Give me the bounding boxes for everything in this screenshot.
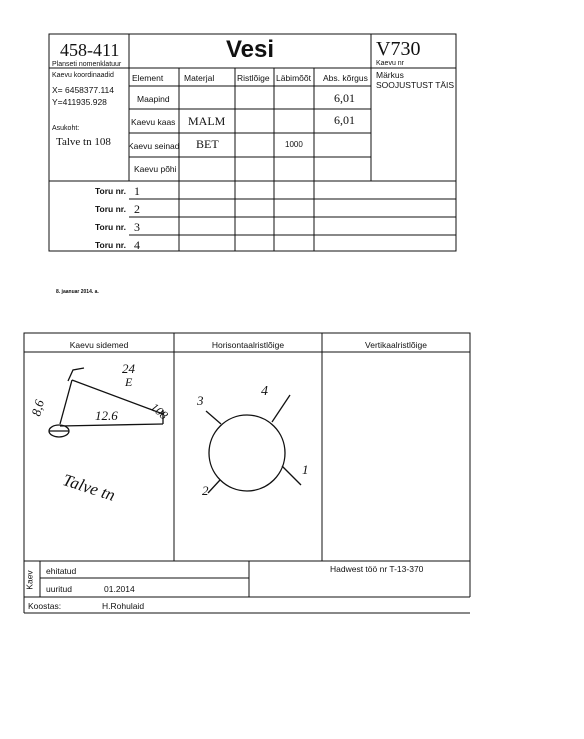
x-coordinate: X= 6458377.114: [52, 85, 114, 95]
pipe-sketch-label: 1: [302, 462, 309, 477]
row-element: Kaevu seinad: [128, 141, 180, 151]
pipe-sketch-label: 4: [261, 384, 268, 399]
vertical-section-header: Vertikaalristlõige: [365, 340, 427, 350]
pipe-label: Toru nr.: [94, 204, 126, 214]
author-label: Koostas:: [28, 601, 62, 611]
pipe-label: Toru nr.: [94, 222, 126, 232]
col-element: Element: [132, 73, 164, 83]
coords-label: Kaevu koordinaadid: [52, 72, 114, 79]
work-note: Hadwest töö nr T-13-370: [330, 564, 424, 574]
remark-value: SOOJUSTUST TÄIS: [376, 80, 455, 90]
author-name: H.Rohulaid: [102, 601, 145, 611]
row-material: BET: [196, 137, 219, 151]
row-abs-height: 6,01: [334, 91, 355, 105]
col-remark: Märkus: [376, 70, 404, 80]
y-coordinate: Y=411935.928: [52, 97, 107, 107]
tie-label: 24: [122, 361, 135, 376]
col-material: Materjal: [184, 73, 215, 83]
surveyed-label: uuritud: [46, 584, 72, 594]
row-element: Kaevu kaas: [131, 117, 176, 127]
well-number: V730: [376, 38, 421, 60]
col-diameter: Läbimõõt: [276, 73, 311, 83]
built-label: ehitatud: [46, 566, 77, 576]
map-sheet-number: 458-411: [60, 40, 120, 60]
well-circle: [209, 415, 285, 491]
tie-label: E: [125, 375, 133, 389]
page-title: Vesi: [225, 36, 275, 63]
row-element: Kaevu põhi: [134, 164, 177, 174]
col-abs-height: Abs. kõrgus: [323, 73, 368, 83]
date-note: 8. jaanuar 2014. a.: [56, 289, 99, 295]
location-value: Talve tn 108: [56, 136, 111, 148]
pipe-sketch-label: 3: [197, 393, 204, 408]
location-label: Asukoht:: [52, 125, 80, 132]
row-abs-height: 6,01: [334, 113, 355, 127]
col-section: Ristlõige: [237, 73, 270, 83]
horizontal-section-sketch: [206, 395, 301, 493]
row-element: Maapind: [137, 94, 170, 104]
street-note: Talve tn: [60, 470, 118, 505]
map-sheet-label: Planseti nomenklatuur: [52, 61, 122, 68]
ties-sketch: [49, 368, 163, 437]
tie-label: 8,6: [28, 398, 47, 418]
pipe-number: 1: [134, 184, 140, 198]
horizontal-section-header: Horisontaalristlõige: [211, 340, 285, 350]
tie-label: 12.6: [95, 408, 118, 423]
side-label: Kaev: [24, 570, 35, 590]
surveyed-date: 01.2014: [104, 584, 135, 594]
row-material: MALM: [188, 114, 226, 128]
pipe-number: 4: [134, 238, 140, 252]
pipe-sketch-label: 2: [202, 483, 209, 498]
ties-header: Kaevu sidemed: [69, 340, 129, 350]
pipe-number: 2: [134, 202, 140, 216]
well-number-label: Kaevu nr: [376, 60, 405, 67]
tie-label: 108: [147, 399, 171, 423]
row-diameter: 1000: [285, 140, 303, 149]
pipe-label: Toru nr.: [94, 186, 126, 196]
pipe-label: Toru nr.: [94, 240, 126, 250]
pipe-number: 3: [134, 220, 140, 234]
